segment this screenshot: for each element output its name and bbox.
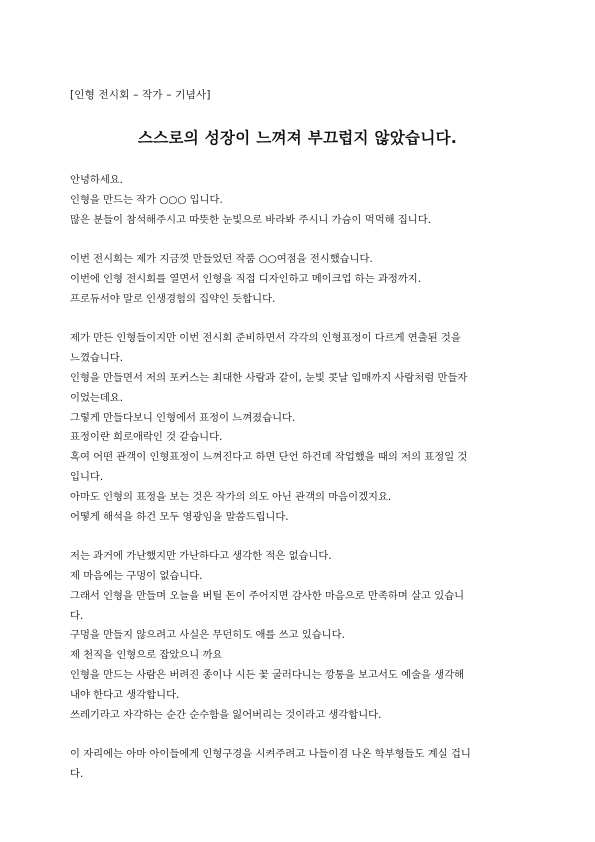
text-line: 표정이란 희로애락인 것 같습니다. bbox=[70, 431, 223, 444]
text-line: 다. bbox=[70, 767, 84, 780]
text-line: 제 천직을 인형으로 잡았으니 까요 bbox=[70, 649, 223, 662]
text-line: 이었는데요. bbox=[70, 391, 124, 404]
header-tag: [인형 전시회 – 작가 – 기념사] bbox=[70, 89, 211, 101]
text-line: 안녕하세요. bbox=[70, 174, 124, 186]
text-line: 어떻게 해석을 하건 모두 영광임을 말씀드립니다. bbox=[70, 510, 289, 523]
text-line: 그래서 인형을 만들며 오늘을 버틸 돈이 주어지면 감사한 마음으로 만족하며 살고 있습니 bbox=[70, 589, 465, 602]
text-line: 프로듀서야 말로 인생경험의 집약인 듯합니다. bbox=[70, 292, 276, 305]
text-line: 그렇게 만들다보니 인형에서 표정이 느껴졌습니다. bbox=[70, 411, 296, 424]
text-line: 이번에 인형 전시회를 열면서 인형을 직접 디자인하고 메이크업 하는 과정까지. bbox=[70, 272, 422, 285]
paragraph-gap bbox=[70, 527, 530, 547]
text-line: 혹여 어떤 관객이 인형표정이 느껴진다고 하면 단언 하건데 작업했을 때의 저의 표정일 것 bbox=[70, 451, 468, 464]
text-line: 인형을 만들면서 저의 포커스는 최대한 사람과 같이, 눈빛 콧날 입매까지 사람처럼 만들자 bbox=[70, 371, 468, 384]
paragraph-gap bbox=[70, 230, 530, 250]
text-line: 쓰레기라고 자각하는 순간 순수함을 잃어버리는 것이라고 생각합니다. bbox=[70, 708, 382, 721]
text-line: 구멍을 만들지 않으려고 사실은 무던히도 애를 쓰고 있습니다. bbox=[70, 629, 345, 642]
text-line: 입니다. bbox=[70, 470, 104, 483]
text-line: 제 마음에는 구멍이 없습니다. bbox=[70, 569, 203, 582]
paragraph-gap bbox=[70, 725, 530, 745]
text-line: 제가 만든 인형들이지만 이번 전시회 준비하면서 각각의 인형표정이 다르게 연출된 것을 bbox=[70, 332, 461, 345]
text-line: 저는 과거에 가난했지만 가난하다고 생각한 적은 없습니다. bbox=[70, 550, 332, 563]
text-line: 인형을 만드는 사람은 버려진 종이나 시든 꽃 굴러다니는 깡통을 보고서도 예술을 생각해 bbox=[70, 668, 465, 681]
text-line: 인형을 만드는 작가 ○○○ 입니다. bbox=[70, 193, 223, 206]
text-line: 많은 분들이 참석해주시고 따뜻한 눈빛으로 바라봐 주시니 가슴이 먹먹해 집니다. bbox=[70, 213, 431, 226]
text-line: 이번 전시회는 제가 지금껏 만들었던 작품 ○○여점을 전시했습니다. bbox=[70, 253, 373, 266]
text-line: 내야 한다고 생각합니다. bbox=[70, 688, 180, 701]
text-line: 느꼈습니다. bbox=[70, 352, 124, 365]
text-line: 아마도 인형의 표정을 보는 것은 작가의 의도 아닌 관객의 마음이겠지요. bbox=[70, 490, 392, 503]
paragraph-gap bbox=[70, 310, 530, 330]
document-title: 스스로의 성장이 느껴져 부끄럽지 않았습니다. bbox=[137, 129, 458, 147]
document-body bbox=[70, 171, 530, 785]
text-line: 다. bbox=[70, 609, 84, 622]
text-line: 이 자리에는 아마 아이들에게 인형구경을 시켜주려고 나들이겸 나온 학부형들도 계실 겁니 bbox=[70, 748, 471, 761]
